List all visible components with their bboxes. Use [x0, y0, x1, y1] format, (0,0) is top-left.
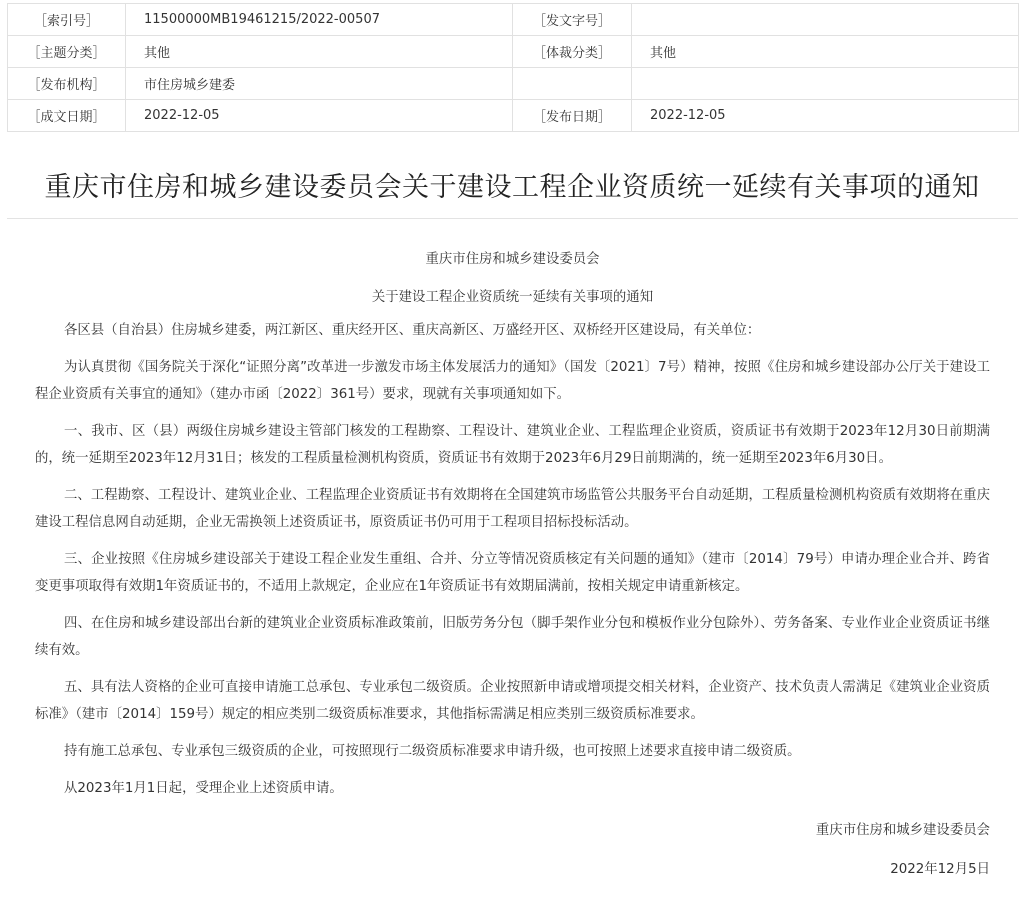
paragraph-effective-date: 从2023年1月1日起，受理企业上述资质申请。 — [64, 781, 343, 796]
paragraph-upgrade-note: 持有施工总承包、专业承包三级资质的企业，可按照现行二级资质标准要求申请升级，也可按照上述要求直接申请二级资质。 — [64, 744, 801, 759]
label-topic-category: ［主题分类］ — [8, 36, 126, 68]
paragraph-item-2: 二、工程勘察、工程设计、建筑业企业、工程监理企业资质证书有效期将在全国建筑市场监管公共服务平台自动延期，工程质量检测机构资质有效期将在重庆建设工程信息网自动延期，企业无需换领上述资质证书，原资质证书仍可用于工程项目招标投标活动。 — [35, 488, 990, 530]
value-index-number: 11500000MB19461215/2022-00507 — [126, 4, 513, 36]
empty-label-cell — [513, 68, 632, 100]
paragraph-item-4: 四、在住房和城乡建设部出台新的建筑业企业资质标准政策前，旧版劳务分包（脚手架作业分包和模板作业分包除外）、劳务备案、专业作业企业资质证书继续有效。 — [35, 616, 990, 658]
document-metadata-table — [7, 3, 1019, 132]
document-title: 重庆市住房和城乡建设委员会关于建设工程企业资质统一延续有关事项的通知 — [44, 172, 980, 203]
empty-value-cell — [632, 68, 1019, 100]
paragraph-intro: 为认真贯彻《国务院关于深化“证照分离”改革进一步激发市场主体发展活力的通知》（国发〔2021〕7号）精神，按照《住房和城乡建设部办公厅关于建设工程企业资质有关事宜的通知》（建办市函〔2022〕361号）要求，现就有关事项通知如下。 — [35, 360, 990, 402]
label-genre-category: ［体裁分类］ — [513, 36, 632, 68]
label-index-number: ［索引号］ — [8, 4, 126, 36]
paragraph-item-5: 五、具有法人资格的企业可直接申请施工总承包、专业承包二级资质。企业按照新申请或增项提交相关材料，企业资产、技术负责人需满足《建筑业企业资质标准》（建市〔2014〕159号）规定的相应类别二级资质标准要求，其他指标需满足相应类别三级资质标准要求。 — [35, 680, 990, 722]
value-publish-date: 2022-12-05 — [632, 100, 1019, 132]
title-divider — [7, 218, 1018, 219]
value-written-date: 2022-12-05 — [126, 100, 513, 132]
value-topic-category: 其他 — [126, 36, 513, 68]
meta-row-index — [8, 4, 1019, 36]
label-publishing-agency: ［发布机构］ — [8, 68, 126, 100]
signature-issuer: 重庆市住房和城乡建设委员会 — [815, 823, 990, 838]
paragraph-item-3: 三、企业按照《住房城乡建设部关于建设工程企业发生重组、合并、分立等情况资质核定有关问题的通知》（建市〔2014〕79号）申请办理企业合并、跨省变更事项取得有效期1年资质证书的，不适用上款规定，企业应在1年资质证书有效期届满前，按相关规定申请重新核定。 — [35, 552, 990, 594]
value-publishing-agency: 市住房城乡建委 — [126, 68, 513, 100]
issuer-heading: 重庆市住房和城乡建设委员会 — [425, 252, 600, 267]
value-genre-category: 其他 — [632, 36, 1019, 68]
label-publish-date: ［发布日期］ — [513, 100, 632, 132]
meta-row-category — [8, 36, 1019, 68]
meta-row-publisher — [8, 68, 1019, 100]
notice-subtitle: 关于建设工程企业资质统一延续有关事项的通知 — [371, 290, 654, 305]
paragraph-item-1: 一、我市、区（县）两级住房城乡建设主管部门核发的工程勘察、工程设计、建筑业企业、工程监理企业资质，资质证书有效期于2023年12月30日前期满的，统一延期至2023年12月31日；核发的工程质量检测机构资质，资质证书有效期于2023年6月29日前期满的，统一延期至2023年6月30日。 — [35, 424, 990, 466]
value-document-number — [632, 4, 1019, 36]
salutation: 各区县（自治县）住房城乡建委，两江新区、重庆经开区、重庆高新区、万盛经开区、双桥经开区建设局，有关单位： — [64, 323, 761, 338]
label-document-number: ［发文字号］ — [513, 4, 632, 36]
label-written-date: ［成文日期］ — [8, 100, 126, 132]
document-body — [35, 248, 990, 877]
meta-row-dates — [8, 100, 1019, 132]
signature-date: 2022年12月5日 — [890, 862, 990, 877]
